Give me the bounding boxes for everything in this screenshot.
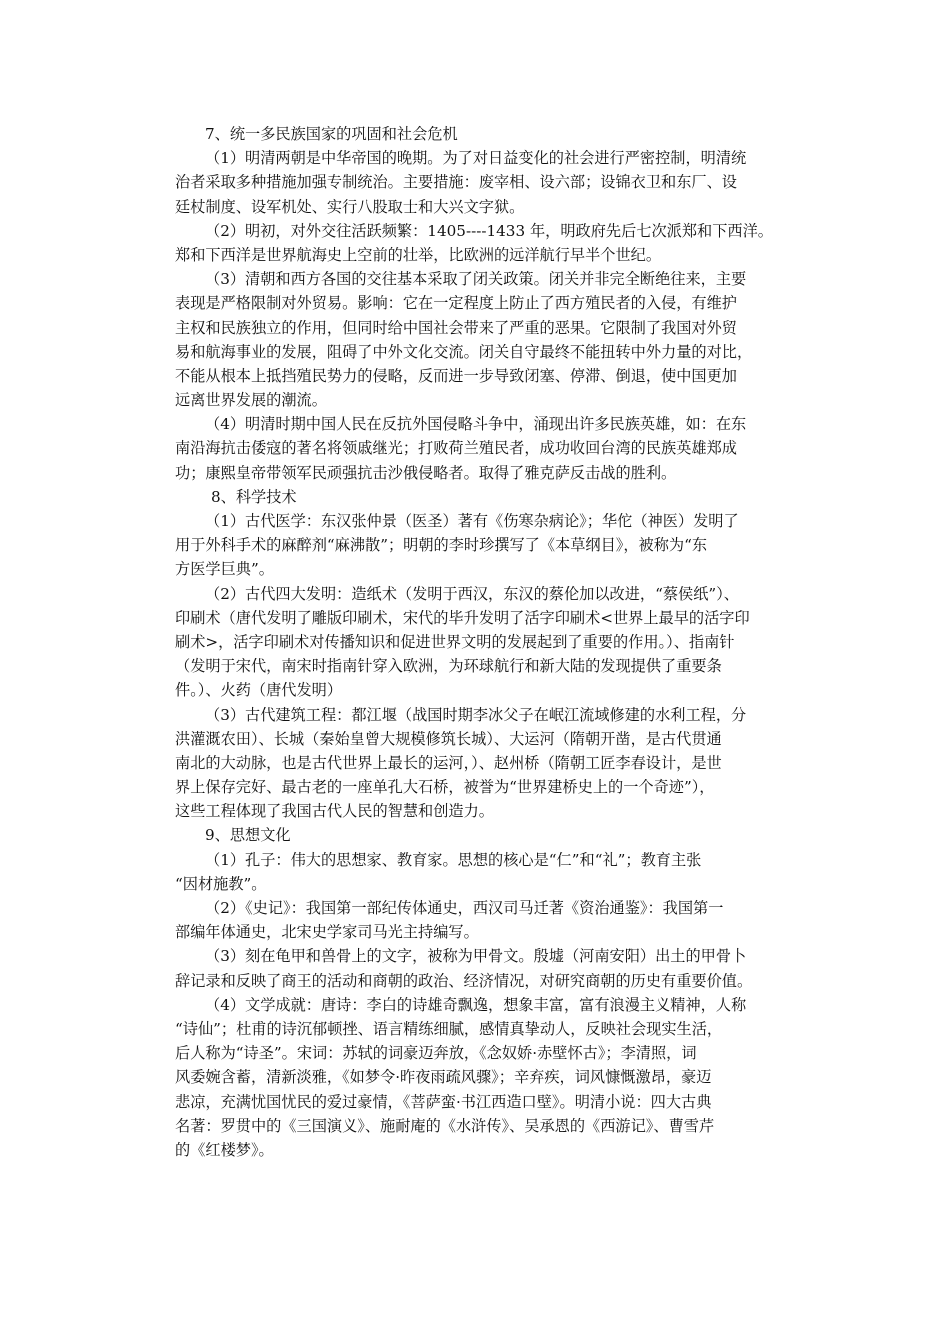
text-line: 易和航海事业的发展，阻碍了中外文化交流。闭关自守最终不能扭转中外力量的对比， <box>175 342 753 361</box>
text-line: 廷杖制度、设军机处、实行八股取士和大兴文字狱。 <box>175 197 525 216</box>
text-line: 不能从根本上抵挡殖民势力的侵略，反而进一步导致闭塞、停滞、倒退，使中国更加 <box>175 366 737 385</box>
text-line: （3）古代建筑工程：都江堰（战国时期李冰父子在岷江流域修建的水利工程，分 <box>205 705 747 724</box>
text-line: 南沿海抗击倭寇的著名将领戚继光；打败荷兰殖民者，成功收回台湾的民族英雄郑成 <box>175 439 737 458</box>
text-line: 郑和下西洋是世界航海史上空前的壮举，比欧洲的远洋航行早半个世纪。 <box>175 245 661 264</box>
text-line: 表现是严格限制对外贸易。影响：它在一定程度上防止了西方殖民者的入侵，有维护 <box>175 294 737 313</box>
text-line: （发明于宋代，南宋时指南针穿入欧洲，为环球航行和新大陆的发现提供了重要条 <box>175 657 722 676</box>
text-line: 7、统一多民族国家的巩固和社会危机 <box>205 125 458 143</box>
text-line: （2）明初，对外交往活跃频繁：1405----1433 年，明政府先后七次派郑和下西洋。 <box>205 221 773 240</box>
text-line: （1）古代医学：东汉张仲景（医圣）著有《伤寒杂病论》；华佗（神医）发明了 <box>205 512 739 530</box>
text-line: 悲凉，充满忧国忧民的爱过豪情，《菩萨蛮·书江西造口壁》。明清小说：四大古典 <box>175 1092 712 1111</box>
text-line: 风委婉含蓄，清新淡雅，《如梦令·昨夜雨疏风骤》；辛弃疾，词风慷慨激昂，豪迈 <box>175 1068 712 1087</box>
text-line: 部编年体通史，北宋史学家司马光主持编写。 <box>175 923 479 942</box>
text-line: “诗仙”；杜甫的诗沉郁顿挫、语言精练细腻，感情真挚动人，反映社会现实生活， <box>175 1019 723 1038</box>
text-line: （3）清朝和西方各国的交往基本采取了闭关政策。闭关并非完全断绝往来，主要 <box>205 270 747 289</box>
text-line: （1）明清两朝是中华帝国的晚期。为了对日益变化的社会进行严密控制，明清统 <box>205 149 747 168</box>
text-line: 功；康熙皇帝带领军民顽强抗击沙俄侵略者。取得了雅克萨反击战的胜利。 <box>175 463 677 482</box>
text-line: 界上保存完好、最古老的一座单孔大石桥，被誉为“世界建桥史上的一个奇迹”）， <box>175 778 715 797</box>
text-line: （1）孔子：伟大的思想家、教育家。思想的核心是“仁”和“礼”；教育主张 <box>205 850 702 869</box>
text-line: 用于外科手术的麻醉剂“麻沸散”；明朝的李时珍撰写了《本草纲目》，被称为“东 <box>175 536 708 555</box>
text-line: 辞记录和反映了商王的活动和商朝的政治、经济情况，对研究商朝的历史有重要价值。 <box>175 971 753 990</box>
text-line: （4）明清时期中国人民在反抗外国侵略斗争中，涌现出许多民族英雄，如：在东 <box>205 415 747 434</box>
text-line: （3）刻在龟甲和兽骨上的文字，被称为甲骨文。殷墟（河南安阳）出土的甲骨卜 <box>205 947 747 966</box>
text-line: 方医学巨典”。 <box>175 560 274 579</box>
document-body <box>175 122 815 1162</box>
text-line: 这些工程体现了我国古代人民的智慧和创造力。 <box>175 802 494 821</box>
text-line: 治者采取多种措施加强专制统治。主要措施：废宰相、设六部；设锦衣卫和东厂、设 <box>175 173 737 192</box>
text-line: 的《红楼梦》。 <box>175 1140 274 1159</box>
text-line: “因材施教”。 <box>175 874 267 893</box>
text-line: 名著：罗贯中的《三国演义》、施耐庵的《水浒传》、吴承恩的《西游记》、曹雪芹 <box>175 1116 715 1135</box>
text-line: （2）古代四大发明：造纸术（发明于西汉，东汉的蔡伦加以改进，“蔡侯纸”）、 <box>205 584 739 603</box>
text-line: 件。）、火药（唐代发明） <box>175 681 343 700</box>
text-line: 南北的大动脉，也是古代世界上最长的运河，）、赵州桥（隋朝工匠李春设计，是世 <box>175 753 722 772</box>
text-line: （2）《史记》：我国第一部纪传体通史，西汉司马迁著《资治通鉴》：我国第一 <box>205 899 724 917</box>
text-line: 刷术>，活字印刷术对传播知识和促进世界文明的发展起到了重要的作用。）、指南针 <box>175 632 735 651</box>
text-line: （4）文学成就：唐诗：李白的诗雄奇飘逸，想象丰富，富有浪漫主义精神，人称 <box>205 995 747 1014</box>
text-line: 洪灌溉农田）、长城（秦始皇曾大规模修筑长城）、大运河（隋朝开凿，是古代贯通 <box>175 729 722 748</box>
text-line: 8、科学技术 <box>211 487 297 506</box>
text-line: 远离世界发展的潮流。 <box>175 391 327 410</box>
text-line: 9、思想文化 <box>205 826 291 845</box>
text-line: 主权和民族独立的作用，但同时给中国社会带来了严重的恶果。它限制了我国对外贸 <box>175 318 737 337</box>
text-line: 后人称为“诗圣”。宋词：苏轼的词豪迈奔放，《念奴娇·赤壁怀古》；李清照，词 <box>175 1044 697 1063</box>
text-line: 印刷术（唐代发明了雕版印刷术，宋代的毕升发明了活字印刷术<世界上最早的活字印 <box>175 608 750 627</box>
